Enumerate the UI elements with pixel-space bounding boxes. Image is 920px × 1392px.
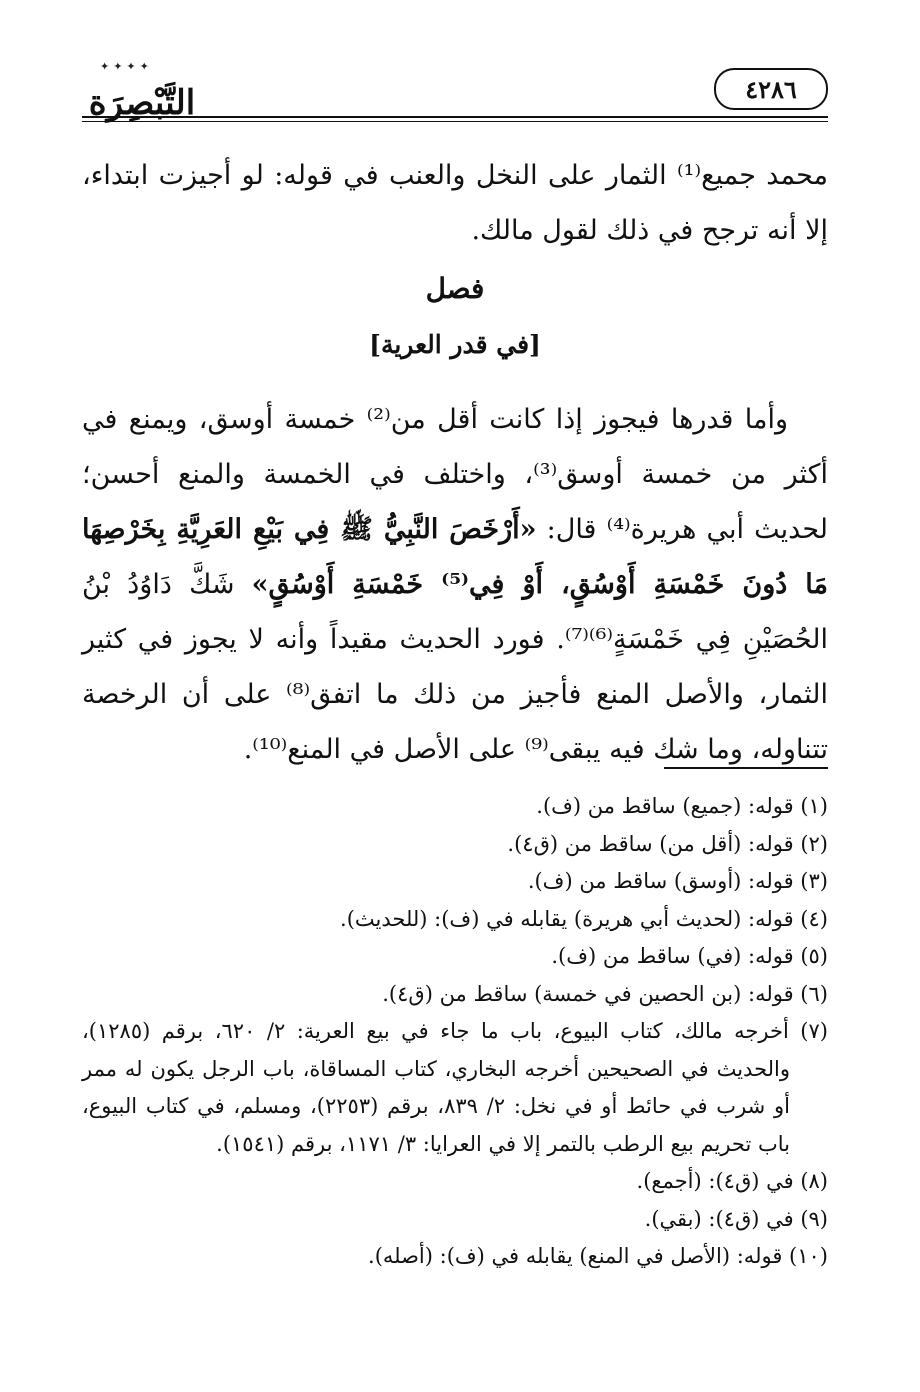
footnote-2: (٢) قوله: (أقل من) ساقط من (ق٤). xyxy=(507,831,828,856)
paragraph-main-text xyxy=(82,392,828,777)
footnote-9: (٩) في (ق٤): (بقي). xyxy=(644,1206,828,1231)
footnotes xyxy=(82,788,828,1276)
ornament-icon: ✦✦✦✦ xyxy=(100,60,153,73)
footnote-separator xyxy=(664,767,828,769)
paragraph-continuation: محمد جميع⁽¹⁾ الثمار على النخل والعنب في قوله: لو أجيزت ابتداء، إلا أنه ترجح في ذلك لقول مالك. xyxy=(82,160,828,246)
paragraph-part-2: شَكَّ دَاوُدُ بْنُ الحُصَيْنِ فِي خَمْسَةٍ⁽⁶⁾⁽⁷⁾. فورد الحديث مقيداً وأنه لا يجوز في كثير الثمار، والأصل المنع فأجيز من ذلك ما اتفق⁽⁸⁾ على أن الرخصة تتناوله، وما شك فيه يبقى⁽⁹⁾ على الأصل في المنع⁽¹⁰⁾. xyxy=(82,569,828,765)
header-rule xyxy=(82,116,828,118)
footnote-7: (٧) أخرجه مالك، كتاب البيوع، باب ما جاء في بيع العرية: ٢/ ٦٢٠، برقم (١٢٨٥)، والحديث في الصحيحين أخرجه البخاري، كتاب المساقاة، باب الرجل يكون له ممر أو شرب في حائط أو في نخل: ٢/ ٨٣٩، برقم (٢٢٥٣)، ومسلم، في كتاب البيوع، باب تحريم بيع الرطب بالتمر إلا في العرايا: ٣/ ١١٧١، برقم (١٥٤١). xyxy=(82,1019,828,1156)
footnote-6: (٦) قوله: (بن الحصين في خمسة) ساقط من (ق٤). xyxy=(382,981,828,1006)
section-subtitle: [في قدر العرية] xyxy=(369,330,541,359)
hadith-quote: «أَرْخَصَ النَّبِيُّ ﷺ فِي بَيْعِ العَرِيَّةِ بِخَرْصِهَا مَا دُونَ خَمْسَةِ أَوْسُقٍ، أَوْ فِي⁽⁵⁾ خَمْسَةِ أَوْسُقٍ» xyxy=(82,514,828,600)
paragraph-main xyxy=(82,392,828,777)
footnote-8: (٨) في (ق٤): (أجمع). xyxy=(636,1169,828,1193)
page-number: ٤٢٨٦ xyxy=(714,68,828,110)
footnote-3: (٣) قوله: (أوسق) ساقط من (ف). xyxy=(527,869,828,893)
footnote-10: (١٠) قوله: (الأصل في المنع) يقابله في (ف): (أصله). xyxy=(368,1244,828,1268)
section-title: فصل xyxy=(425,272,485,305)
paragraph-part-1: وأما قدرها فيجوز إذا كانت أقل من⁽²⁾ خمسة أوسق، ويمنع في أكثر من خمسة أوسق⁽³⁾، واختلف في الخمسة والمنع أحسن؛ لحديث أبي هريرة⁽⁴⁾ قال: xyxy=(82,404,828,545)
footnote-1: (١) قوله: (جميع) ساقط من (ف). xyxy=(536,794,828,818)
footnote-4: (٤) قوله: (لحديث أبي هريرة) يقابله في (ف): (للحديث). xyxy=(340,906,828,931)
header-rule-thin xyxy=(82,121,828,122)
page-header xyxy=(82,60,828,126)
book-title: التَّبْصِرَة xyxy=(88,83,196,123)
footnote-5: (٥) قوله: (في) ساقط من (ف). xyxy=(551,944,828,968)
book-title-logo xyxy=(82,60,202,123)
